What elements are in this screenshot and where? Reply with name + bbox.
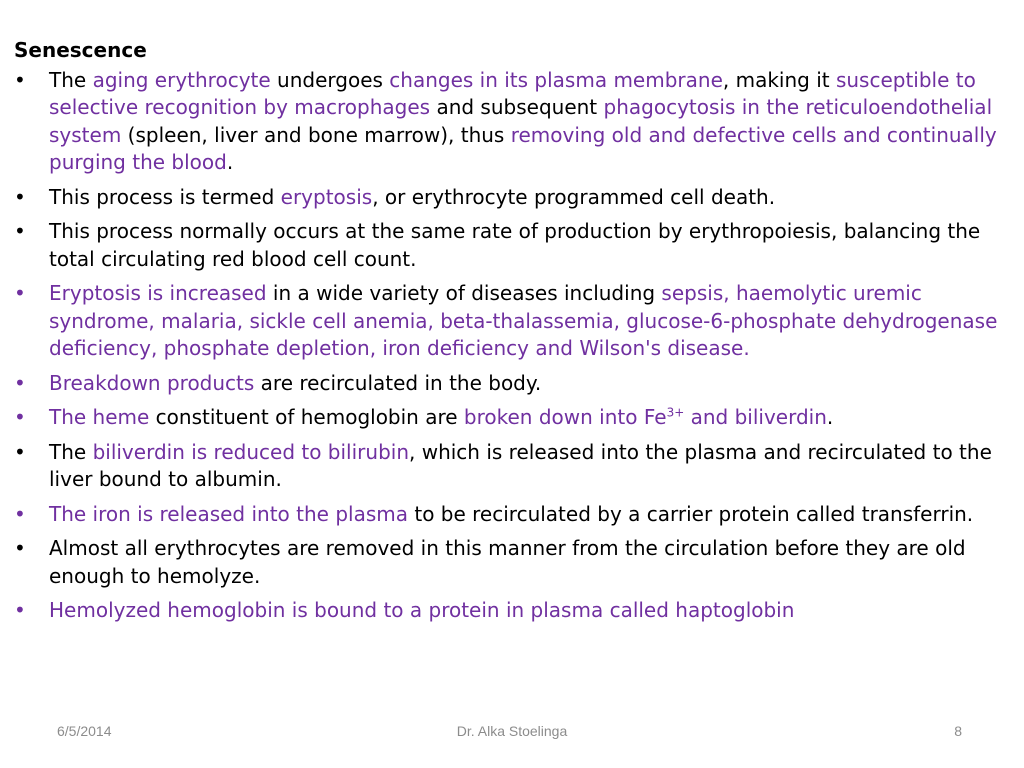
text-segment: The [49,439,93,464]
highlighted-text: changes in its plasma membrane [389,67,723,92]
bullet-text [49,68,997,175]
bullet-item [14,67,1004,177]
bullet-list [14,67,1004,625]
text-segment: constituent of hemoglobin are [149,405,464,429]
bullet-text [49,502,973,526]
text-segment: Almost all erythrocytes are removed in this manner from the circulation before they are old enough to hemolyze. [49,536,966,588]
highlighted-text: removing old and defective cells and continually purging the blood [49,122,997,174]
slide-content [14,37,1004,632]
bullet-item [14,501,1004,529]
bullet-dot: • [14,184,26,209]
text-segment: to be recirculated by a carrier protein called transferrin. [408,501,974,526]
slide-heading: Senescence [14,38,147,62]
highlighted-text: 3+ [666,405,685,420]
highlighted-text: sepsis, haemolytic uremic syndrome, malaria, sickle cell anemia, beta-thalassemia, glucose-6-phosphate dehydrogenase deficiency, phosphate depletion, iron deficiency and Wilson's disease. [49,281,998,360]
text-segment: . [826,405,834,429]
bullet-item [14,439,1004,494]
bullet-text [49,405,833,429]
bullet-item [14,218,1004,273]
highlighted-text: Breakdown products [49,370,255,395]
bullet-text [49,185,775,209]
bullet-item [14,404,1004,432]
bullet-item [14,370,1004,398]
footer-date: 6/5/2014 [57,723,112,739]
highlighted-text: and biliverdin [684,405,827,429]
text-segment: This process normally occurs at the same rate of production by erythropoiesis, balancing the total circulating red blood cell count. [49,219,981,271]
bullet-item [14,184,1004,212]
text-segment: , or erythrocyte programmed cell death. [372,184,776,209]
highlighted-text: Hemolyzed hemoglobin is bound to a protein in plasma called haptoglobin [49,598,795,622]
text-segment: are recirculated in the body. [254,370,542,395]
bullet-item [14,280,1004,363]
bullet-text [49,440,992,492]
bullet-text [49,371,541,395]
highlighted-text: broken down into Fe [463,405,667,429]
highlighted-text: Eryptosis is increased [49,281,267,305]
footer-author: Dr. Alka Stoelinga [456,723,568,739]
bullet-text [49,536,966,588]
text-segment: . [226,150,234,174]
highlighted-text: biliverdin is reduced to bilirubin [92,439,409,464]
bullet-item [14,535,1004,590]
bullet-dot: • [14,219,26,243]
bullet-text [49,281,997,360]
highlighted-text: The heme [49,405,150,429]
text-segment: This process is termed [49,184,281,209]
highlighted-text: phagocytosis in the reticuloendothelial system [49,95,993,147]
bullet-dot: • [14,598,26,622]
bullet-dot: • [14,281,26,305]
text-segment: undergoes [270,67,390,92]
bullet-dot: • [14,405,26,429]
text-segment: and subsequent [430,95,604,119]
bullet-item [14,597,1004,625]
bullet-dot: • [14,370,26,395]
highlighted-text: The iron is released into the plasma [49,501,408,526]
bullet-dot: • [14,67,26,92]
bullet-dot: • [14,536,26,560]
text-segment: , making it [722,67,836,92]
text-segment: The [49,67,93,92]
bullet-dot: • [14,501,26,526]
text-segment: in a wide variety of diseases including [266,281,662,305]
bullet-dot: • [14,439,26,464]
highlighted-text: susceptible to selective recognition by macrophages [49,67,976,119]
highlighted-text: aging erythrocyte [92,67,271,92]
footer-page-number: 8 [954,723,962,739]
text-segment: , which is released into the plasma and recirculated to the liver bound to albumin. [49,439,992,491]
bullet-text [49,219,980,271]
bullet-text [49,598,794,622]
highlighted-text: eryptosis [280,184,373,209]
text-segment: (spleen, liver and bone marrow), thus [121,122,511,147]
